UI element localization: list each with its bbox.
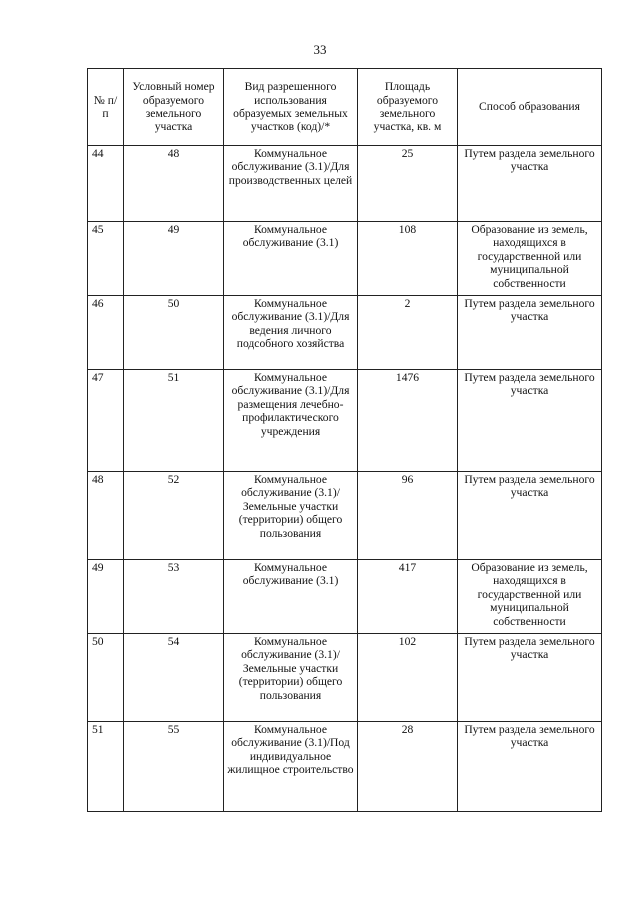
cell-formation-method: Образование из земель, находящихся в государственной или муниципальной собственности <box>458 560 602 634</box>
table-row <box>88 560 602 634</box>
cell-plot-number: 49 <box>124 222 224 296</box>
cell-area: 25 <box>358 146 458 222</box>
cell-row-number: 47 <box>88 370 124 472</box>
cell-formation-method: Путем раздела земельного участка <box>458 472 602 560</box>
cell-area: 1476 <box>358 370 458 472</box>
cell-row-number: 51 <box>88 722 124 812</box>
cell-permitted-use: Коммунальное обслуживание (3.1)/Земельные участки (территории) общего пользования <box>224 472 358 560</box>
table-row <box>88 296 602 370</box>
table-row <box>88 146 602 222</box>
cell-permitted-use: Коммунальное обслуживание (3.1)/Для размещения лечебно-профилактического учреждения <box>224 370 358 472</box>
cell-plot-number: 51 <box>124 370 224 472</box>
cell-plot-number: 54 <box>124 634 224 722</box>
header-formation-method: Способ образования <box>458 69 602 146</box>
cell-plot-number: 50 <box>124 296 224 370</box>
cell-formation-method: Путем раздела земельного участка <box>458 146 602 222</box>
cell-formation-method: Образование из земель, находящихся в государственной или муниципальной собственности <box>458 222 602 296</box>
table-header-row <box>88 69 602 146</box>
header-area: Площадь образуемого земельного участка, кв. м <box>358 69 458 146</box>
cell-row-number: 49 <box>88 560 124 634</box>
cell-permitted-use: Коммунальное обслуживание (3.1)/Для производственных целей <box>224 146 358 222</box>
cell-area: 417 <box>358 560 458 634</box>
cell-row-number: 50 <box>88 634 124 722</box>
cell-area: 96 <box>358 472 458 560</box>
cell-area: 28 <box>358 722 458 812</box>
cell-plot-number: 53 <box>124 560 224 634</box>
cell-permitted-use: Коммунальное обслуживание (3.1)/Под индивидуальное жилищное строительство <box>224 722 358 812</box>
cell-formation-method: Путем раздела земельного участка <box>458 722 602 812</box>
table-row <box>88 722 602 812</box>
cell-row-number: 48 <box>88 472 124 560</box>
header-row-number: № п/п <box>88 69 124 146</box>
cell-formation-method: Путем раздела земельного участка <box>458 370 602 472</box>
header-plot-number: Условный номер образуемого земельного участка <box>124 69 224 146</box>
cell-area: 102 <box>358 634 458 722</box>
cell-row-number: 45 <box>88 222 124 296</box>
cell-plot-number: 48 <box>124 146 224 222</box>
cell-permitted-use: Коммунальное обслуживание (3.1) <box>224 222 358 296</box>
table-row <box>88 472 602 560</box>
cell-plot-number: 52 <box>124 472 224 560</box>
cell-formation-method: Путем раздела земельного участка <box>458 296 602 370</box>
cell-area: 108 <box>358 222 458 296</box>
cell-permitted-use: Коммунальное обслуживание (3.1) <box>224 560 358 634</box>
page-number: 33 <box>313 42 327 57</box>
cell-permitted-use: Коммунальное обслуживание (3.1)/Для ведения личного подсобного хозяйства <box>224 296 358 370</box>
land-plots-table <box>87 68 602 812</box>
table-row <box>88 634 602 722</box>
cell-row-number: 44 <box>88 146 124 222</box>
cell-row-number: 46 <box>88 296 124 370</box>
cell-plot-number: 55 <box>124 722 224 812</box>
table-row <box>88 370 602 472</box>
table-row <box>88 222 602 296</box>
cell-permitted-use: Коммунальное обслуживание (3.1)/Земельные участки (территории) общего пользования <box>224 634 358 722</box>
header-permitted-use: Вид разрешенного использования образуемых земельных участков (код)/* <box>224 69 358 146</box>
cell-area: 2 <box>358 296 458 370</box>
cell-formation-method: Путем раздела земельного участка <box>458 634 602 722</box>
